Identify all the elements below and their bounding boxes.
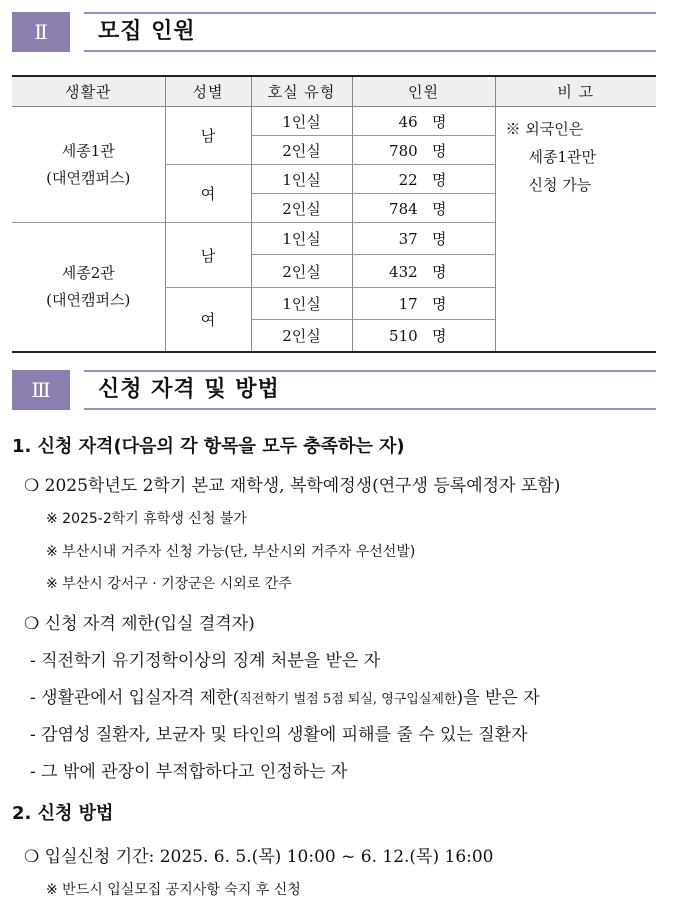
gender-cell: 남 [165,223,251,288]
section-2-number: Ⅱ [12,12,70,52]
remark-line: 세종1관만 [528,148,597,166]
remark-empty-cell [495,223,656,353]
hall-campus: (대연캠퍼스) [46,168,131,187]
gender-cell: 남 [165,107,251,165]
hall-name: 세종1관 [61,141,115,160]
table-row [12,107,656,136]
count-cell: 780 명 [352,136,495,165]
hall-campus: (대연캠퍼스) [46,291,131,309]
section-2-title: 모집 인원 [84,12,656,52]
col-header-hall: 생활관 [12,76,165,107]
table-row [12,223,656,255]
room-type-cell: 1인실 [251,288,352,320]
col-header-remark: 비 고 [495,76,656,107]
restriction-bullet: ❍ 신청 자격 제한(입실 결격자) [24,614,255,634]
count-cell: 37 명 [352,223,495,255]
count-cell: 17 명 [352,288,495,320]
room-type-cell: 2인실 [251,136,352,165]
room-type-cell: 1인실 [251,165,352,194]
count-cell: 432 명 [352,255,495,288]
method-note: ※ 반드시 입실모집 공지사항 숙지 후 신청 [46,882,301,898]
section-3-number: Ⅲ [12,370,70,410]
method-heading: 2. 신청 방법 [12,803,114,824]
table-header-row [12,76,656,107]
remark-cell [495,107,656,223]
gender-cell: 여 [165,288,251,353]
hall-cell [12,107,165,223]
restriction-item: - 생활관에서 입실자격 제한(직전학기 벌점 5점 퇴실, 영구입실제한)을 받은 자 [30,688,540,708]
quota-table [12,75,656,353]
gender-cell: 여 [165,165,251,223]
hall-name: 세종2관 [61,264,115,282]
col-header-room-type: 호실 유형 [251,76,352,107]
room-type-cell: 2인실 [251,320,352,353]
section-2-header [12,12,656,52]
count-cell: 510 명 [352,320,495,353]
room-type-cell: 1인실 [251,223,352,255]
room-type-cell: 1인실 [251,107,352,136]
room-type-cell: 2인실 [251,255,352,288]
remark-line: ※ 외국인은 [505,120,584,138]
eligibility-note: ※ 부산시내 거주자 신청 가능(단, 부산시외 거주자 우선선발) [46,544,416,560]
restriction-item: - 그 밖에 관장이 부적합하다고 인정하는 자 [30,762,348,782]
count-cell: 46 명 [352,107,495,136]
hall-cell [12,223,165,353]
method-bullet: ❍ 입실신청 기간: 2025. 6. 5.(목) 10:00 ~ 6. 12.(목) 16:00 [24,847,494,867]
restriction-item: - 감염성 질환자, 보균자 및 타인의 생활에 피해를 줄 수 있는 질환자 [30,725,528,745]
eligibility-note: ※ 2025-2학기 휴학생 신청 불가 [46,511,247,527]
room-type-cell: 2인실 [251,194,352,223]
eligibility-bullet: ❍ 2025학년도 2학기 본교 재학생, 복학예정생(연구생 등록예정자 포함) [24,476,561,496]
section-3-title: 신청 자격 및 방법 [84,370,656,410]
col-header-count: 인원 [352,76,495,107]
count-cell: 22 명 [352,165,495,194]
restriction-item: - 직전학기 유기정학이상의 징계 처분을 받은 자 [30,651,381,671]
col-header-gender: 성별 [165,76,251,107]
section-3-header [12,370,656,410]
count-cell: 784 명 [352,194,495,223]
eligibility-note: ※ 부산시 강서구 · 기장군은 시외로 간주 [46,576,292,592]
remark-line: 신청 가능 [528,176,592,194]
eligibility-heading: 1. 신청 자격(다음의 각 항목을 모두 충족하는 자) [12,436,405,457]
